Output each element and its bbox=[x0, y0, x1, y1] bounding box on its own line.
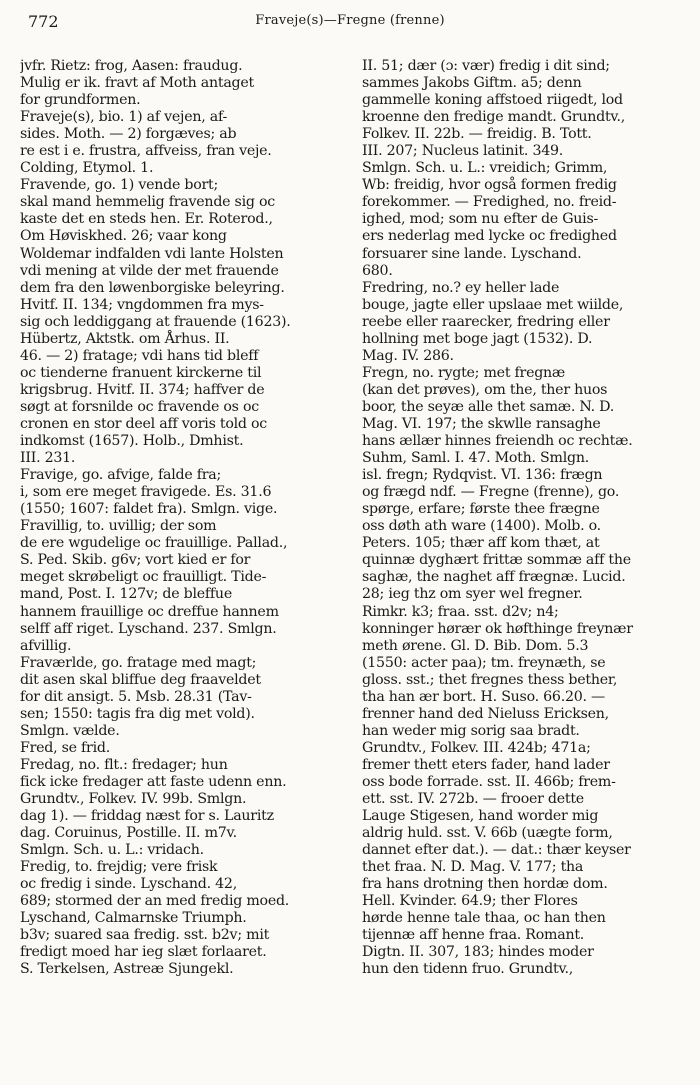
text-line: 680. bbox=[362, 262, 393, 279]
text-line: og frægd ndf. — Fregne (frenne), go. bbox=[362, 484, 620, 501]
text-line: for grundformen. bbox=[20, 92, 141, 109]
text-line: sen; 1550: tagis fra dig met vold). bbox=[20, 705, 255, 722]
text-line: afvillig. bbox=[20, 637, 72, 654]
text-line: skal mand hemmelig fravende sig oc bbox=[20, 194, 275, 211]
text-line: fick icke fredager att faste udenn enn. bbox=[20, 773, 287, 790]
text-line: Mag. VI. 197; the skwlle ransaghe bbox=[362, 415, 601, 432]
text-line: (1550: acter paa); tm. freynæth, se bbox=[362, 654, 606, 671]
text-line: fra hans drotning then hordæ dom. bbox=[362, 876, 608, 893]
text-line: (1550; 1607: faldet fra). Smlgn. vige. bbox=[20, 501, 278, 518]
text-line: Smlgn. vælde. bbox=[20, 722, 120, 739]
text-line: dag 1). — friddag næst for s. Lauritz bbox=[20, 808, 274, 825]
text-line: III. 231. bbox=[20, 450, 76, 467]
text-line: Lyschand, Calmarnske Triumph. bbox=[20, 910, 247, 927]
text-line: kroenne den fredige mandt. Grundtv., bbox=[362, 109, 626, 126]
text-line: aldrig huld. sst. V. 66b (uægte form, bbox=[362, 825, 613, 842]
text-line: Fravillig, to. uvillig; der som bbox=[20, 518, 217, 535]
text-line: meget skrøbeligt oc frauilligt. Tide- bbox=[20, 569, 267, 586]
text-line: for dit ansigt. 5. Msb. 28.31 (Tav- bbox=[20, 688, 252, 705]
text-line: Fravige, go. afvige, falde fra; bbox=[20, 467, 222, 484]
text-line: kaste det en steds hen. Er. Roterod., bbox=[20, 211, 273, 228]
text-line: i, som ere meget fravigede. Es. 31.6 bbox=[20, 484, 272, 501]
text-line: han weder mig sorig saa bradt. bbox=[362, 722, 580, 739]
text-line: isl. fregn; Rydqvist. VI. 136: frægn bbox=[362, 467, 603, 484]
text-line: Wb: freidig, hvor også formen fredig bbox=[362, 177, 617, 194]
text-line: hollning met boge jagt (1532). D. bbox=[362, 330, 593, 347]
text-line: 689; stormed der an med fredig moed. bbox=[20, 893, 290, 910]
text-line: Digtn. II. 307, 183; hindes moder bbox=[362, 944, 594, 961]
text-line: quinnæ dyghært frittæ sommæ aff the bbox=[362, 552, 631, 569]
text-line: Suhm, Saml. I. 47. Moth. Smlgn. bbox=[362, 450, 589, 467]
text-line: vdi mening at vilde der met frauende bbox=[20, 262, 279, 279]
text-line: Fravende, go. 1) vende bort; bbox=[20, 177, 219, 194]
text-line: Fraværlde, go. fratage med magt; bbox=[20, 654, 257, 671]
text-line: Grundtv., Folkev. III. 424b; 471a; bbox=[362, 739, 591, 756]
text-line: spørge, erfare; første thee frægne bbox=[362, 501, 600, 518]
text-line: saghæ, the naghet aff frægnæ. Lucid. bbox=[362, 569, 626, 586]
text-line: tijennæ aff henne fraa. Romant. bbox=[362, 927, 585, 944]
text-line: selff aff riget. Lyschand. 237. Smlgn. bbox=[20, 620, 277, 637]
text-line: Om Høviskhed. 26; vaar kong bbox=[20, 228, 227, 245]
text-line: Fregn, no. rygte; met fregnæ bbox=[362, 364, 566, 381]
text-line: meth ørene. Gl. D. Bib. Dom. 5.3 bbox=[362, 637, 589, 654]
text-line: forekommer. — Fredighed, no. freid- bbox=[362, 194, 617, 211]
text-line: de ere wgudelige oc frauillige. Pallad., bbox=[20, 535, 288, 552]
running-title: Fraveje(s)—Fregne (frenne) bbox=[255, 13, 445, 28]
text-line: III. 207; Nucleus latinit. 349. bbox=[362, 143, 564, 160]
text-line: hannem frauillige oc dreffue hannem bbox=[20, 603, 279, 620]
text-line: gammelle koning affstoed riigedt, lod bbox=[362, 92, 623, 109]
text-line: konninger hørær ok høfthinge freynær bbox=[362, 620, 633, 637]
text-line: Hübertz, Aktstk. om Århus. II. bbox=[20, 330, 230, 347]
text-line: oc tienderne franuent kirckerne til bbox=[20, 364, 262, 381]
text-line: Rimkr. k3; fraa. sst. d2v; n4; bbox=[362, 603, 559, 620]
text-line: Grundtv., Folkev. IV. 99b. Smlgn. bbox=[20, 791, 247, 808]
text-line: søgt at forsnilde oc fravende os oc bbox=[20, 398, 259, 415]
text-line: hun den tidenn fruo. Grundtv., bbox=[362, 961, 574, 978]
text-line: jvfr. Rietz: frog, Aasen: fraudug. bbox=[20, 58, 243, 74]
page-number: 772 bbox=[28, 12, 59, 31]
text-line: bouge, jagte eller upslaae met wiilde, bbox=[362, 296, 624, 313]
text-line: gloss. sst.; thet fregnes thess bether, bbox=[362, 671, 618, 688]
text-line: Woldemar indfalden vdi lante Holsten bbox=[20, 245, 284, 262]
text-line: Hell. Kvinder. 64.9; ther Flores bbox=[362, 893, 578, 910]
text-line: oc fredig i sinde. Lyschand. 42, bbox=[20, 876, 237, 893]
page-header bbox=[0, 12, 700, 36]
text-line: Colding, Etymol. 1. bbox=[20, 160, 154, 177]
text-line: sig och leddiggang at frauende (1623). bbox=[20, 313, 291, 330]
text-line: tha han ær bort. H. Suso. 66.20. — bbox=[362, 688, 605, 705]
left-column bbox=[20, 58, 360, 1080]
text-line: 28; ieg thz om syer wel fregner. bbox=[362, 586, 583, 603]
text-line: forsuarer sine lande. Lyschand. bbox=[362, 245, 582, 262]
text-line: Folkev. II. 22b. — freidig. B. Tott. bbox=[362, 126, 592, 143]
text-line: Mag. IV. 286. bbox=[362, 347, 454, 364]
text-line: oss bode forrade. sst. II. 466b; frem- bbox=[362, 773, 616, 790]
text-line: Mulig er ik. fravt af Moth antaget bbox=[20, 75, 254, 92]
text-line: frenner hand ded Nieluss Ericksen, bbox=[362, 705, 609, 722]
text-line: ighed, mod; som nu efter de Guis- bbox=[362, 211, 599, 228]
text-line: fremer thett eters fader, hand lader bbox=[362, 756, 610, 773]
text-line: S. Ped. Skib. g6v; vort kied er for bbox=[20, 552, 251, 569]
text-line: hørde henne tale thaa, oc han then bbox=[362, 910, 606, 927]
text-line: re est i e. frustra, affveiss, fran veje. bbox=[20, 143, 272, 160]
text-line: Fred, se frid. bbox=[20, 739, 110, 756]
text-line: reebe eller raarecker, fredring eller bbox=[362, 313, 610, 330]
right-column bbox=[362, 58, 688, 1080]
text-line: II. 51; dær (ɔ: vær) fredig i dit sind; bbox=[362, 58, 610, 74]
text-line: Fredring, no.? ey heller lade bbox=[362, 279, 560, 296]
text-line: Fredag, no. flt.: fredager; hun bbox=[20, 756, 228, 773]
text-line: sides. Moth. — 2) forgæves; ab bbox=[20, 126, 237, 143]
text-line: cronen en stor deel aff voris told oc bbox=[20, 415, 267, 432]
text-line: (kan det prøves), om the, ther huos bbox=[362, 381, 608, 398]
text-line: sammes Jakobs Giftm. a5; denn bbox=[362, 75, 582, 92]
text-line: 46. — 2) fratage; vdi hans tid bleff bbox=[20, 347, 259, 364]
text-line: S. Terkelsen, Astreæ Sjungekl. bbox=[20, 961, 234, 978]
text-line: dannet efter dat.). — dat.: thær keyser bbox=[362, 842, 631, 859]
text-line: mand, Post. I. 127v; de bleffue bbox=[20, 586, 232, 603]
text-line: dag. Coruinus, Postille. II. m7v. bbox=[20, 825, 237, 842]
text-line: ers nederlag med lycke oc fredighed bbox=[362, 228, 617, 245]
text-line: hans ællær hinnes freiendh oc rechtæ. bbox=[362, 433, 633, 450]
text-line: indkomst (1657). Holb., Dmhist. bbox=[20, 433, 244, 450]
text-line: Peters. 105; thær aff kom thæt, at bbox=[362, 535, 600, 552]
text-line: b3v; suared saa fredig. sst. b2v; mit bbox=[20, 927, 270, 944]
text-line: oss døth ath ware (1400). Molb. o. bbox=[362, 518, 601, 535]
text-line: Fraveje(s), bio. 1) af vejen, af- bbox=[20, 109, 227, 126]
text-line: krigsbrug. Hvitf. II. 374; haffver de bbox=[20, 381, 265, 398]
text-line: Hvitf. II. 134; vngdommen fra mys- bbox=[20, 296, 264, 313]
text-line: Smlgn. Sch. u. L.: vreidich; Grimm, bbox=[362, 160, 608, 177]
text-line: Smlgn. Sch. u. L.: vridach. bbox=[20, 842, 204, 859]
text-line: fredigt moed har ieg slæt forlaaret. bbox=[20, 944, 267, 961]
text-line: Lauge Stigesen, hand worder mig bbox=[362, 808, 599, 825]
text-line: ett. sst. IV. 272b. — frooer dette bbox=[362, 791, 584, 808]
text-line: thet fraa. N. D. Mag. V. 177; tha bbox=[362, 859, 584, 876]
text-line: boor, the seyæ alle thet samæ. N. D. bbox=[362, 398, 615, 415]
text-line: Fredig, to. frejdig; vere frisk bbox=[20, 859, 218, 876]
text-line: dem fra den løwenborgiske beleyring. bbox=[20, 279, 285, 296]
text-line: dit asen skal bliffue deg fraaveldet bbox=[20, 671, 261, 688]
